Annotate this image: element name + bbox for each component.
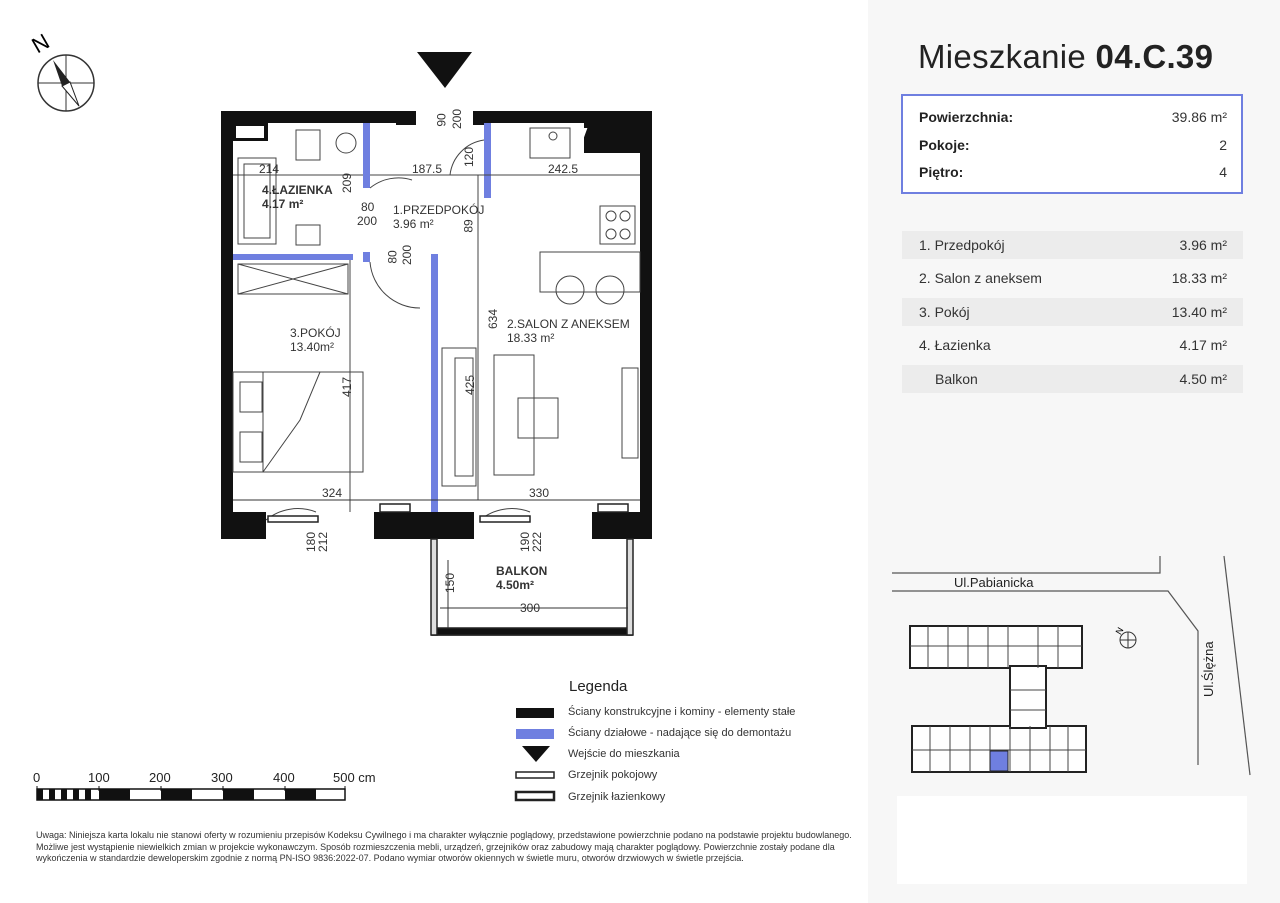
room-label-hallway: 1.PRZEDPOKÓJ 3.96 m² xyxy=(393,203,485,231)
room-radiator-icon xyxy=(514,769,558,783)
room-row: 1. Przedpokój 3.96 m² xyxy=(902,231,1243,259)
room-label-balcony: BALKON 4.50m² xyxy=(496,564,548,592)
dim-label: 209 xyxy=(340,172,355,194)
blank-panel xyxy=(897,796,1247,884)
dim-label: 200 xyxy=(357,214,378,228)
legend-item: Grzejnik pokojowy xyxy=(568,769,658,781)
dim-label: 324 xyxy=(322,486,343,500)
svg-text:N: N xyxy=(1113,625,1126,637)
legend-item: Grzejnik łazienkowy xyxy=(568,791,666,803)
dim-label: 214 xyxy=(259,162,280,176)
disclaimer-note: Uwaga: Niniejsza karta lokalu nie stanowi oferty w rozumieniu przepisów Kodeksu Cywilnego i ma charakter wyłącznie poglądowy, przedstawione powierzchnie podano na podstawie projektu budowlanego. Możliwe jest wystąpienie niewielkich zmian w projekcie wykonawczym. Sposób rozmieszczenia mebli, urządzeń, grzejników oraz zabudowy mają charakter poglądowy. Powierzchnie zostały podane dla wykończenia w standardzie deweloperskim zgodnie z normą PN-ISO 9836:2022-07. Podano wymiar otworów okiennych w świetle muru, otworów drzwiowych w świetle przejścia. xyxy=(36,830,852,863)
site-map xyxy=(868,540,1280,780)
page-title: Mieszkanie 04.C.39 xyxy=(918,38,1214,75)
scale-label: 500 cm xyxy=(333,770,376,785)
dim-label: 180 xyxy=(304,531,319,553)
scale-label: 300 xyxy=(211,770,233,785)
bathroom-radiator-icon xyxy=(514,790,558,804)
room-label-living: 2.SALON Z ANEKSEM 18.33 m² xyxy=(507,317,630,345)
highlighted-unit xyxy=(990,751,1008,771)
structural-wall-swatch xyxy=(516,708,554,718)
legend-item: Ściany działowe - nadające się do demontażu xyxy=(568,727,792,739)
dim-label: 187.5 xyxy=(412,162,443,176)
dim-label: 425 xyxy=(463,374,478,396)
dim-label: 330 xyxy=(529,486,550,500)
dim-label: 80 xyxy=(361,200,375,214)
site-compass-icon xyxy=(1114,626,1136,648)
dim-label: 120 xyxy=(462,146,477,168)
legend-item: Ściany konstrukcyjne i kominy - elementy stałe xyxy=(568,706,796,718)
room-row: 2. Salon z aneksem 18.33 m² xyxy=(919,270,1227,286)
scale-label: 0 xyxy=(33,770,41,785)
legend-item: Wejście do mieszkania xyxy=(568,748,680,760)
street-label-top: Ul.Pabianicka xyxy=(954,575,1034,590)
dim-label: 222 xyxy=(530,531,545,553)
street-label-right: Ul.Ślężna xyxy=(1201,641,1216,697)
legend-title: Legenda xyxy=(569,678,628,695)
dim-label: 90 xyxy=(434,113,449,127)
dim-label: 80 xyxy=(385,250,400,264)
room-label-bathroom: 4.ŁAZIENKA 4.17 m² xyxy=(262,183,333,211)
entrance-arrow-icon xyxy=(516,746,556,766)
dim-label: 634 xyxy=(486,308,501,330)
dim-label: 89 xyxy=(461,219,476,233)
room-row: Balkon 4.50 m² xyxy=(902,365,1243,393)
info-row-area: Powierzchnia: 39.86 m² xyxy=(919,109,1227,125)
room-row: 4. Łazienka 4.17 m² xyxy=(919,337,1227,353)
dim-label: 212 xyxy=(316,531,331,553)
scale-label: 200 xyxy=(149,770,171,785)
room-label-room: 3.POKÓJ 13.40m² xyxy=(290,326,341,354)
compass-letter: N xyxy=(27,28,54,59)
dim-label: 417 xyxy=(340,376,355,398)
room-row: 3. Pokój 13.40 m² xyxy=(902,298,1243,326)
info-row-rooms: Pokoje: 2 xyxy=(919,137,1227,153)
floor-plan-drawing xyxy=(0,0,868,660)
info-row-floor: Piętro: 4 xyxy=(919,164,1227,180)
partition-wall-swatch xyxy=(516,729,554,739)
dim-label: 190 xyxy=(518,531,533,553)
apartment-info-box xyxy=(901,94,1243,194)
dim-label: 150 xyxy=(443,572,458,594)
dim-label: 300 xyxy=(520,601,541,615)
partition-walls xyxy=(233,123,491,512)
scale-label: 100 xyxy=(88,770,110,785)
dim-label: 200 xyxy=(400,244,415,266)
scale-label: 400 xyxy=(273,770,295,785)
dim-label: 200 xyxy=(450,108,465,130)
info-sidebar xyxy=(868,0,1280,903)
dim-label: 242.5 xyxy=(548,162,579,176)
